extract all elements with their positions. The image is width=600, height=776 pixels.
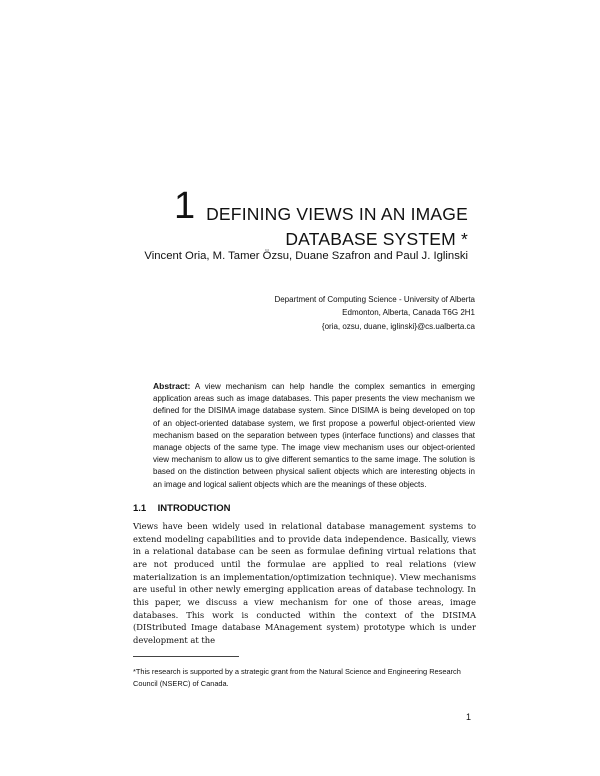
chapter-title xyxy=(206,202,468,252)
chapter-title-line2: DATABASE SYSTEM * xyxy=(285,229,468,249)
section-heading xyxy=(133,503,230,514)
abstract-label: Abstract: xyxy=(153,381,191,391)
affiliation xyxy=(274,293,475,333)
abstract-text: A view mechanism can help handle the complex semantics in emerging application areas such as image databases. This paper presents the view mechanism we defined for the DISIMA image database system. Since DISIMA is being developed on top of an object-oriented database system, we first propose a powerful object-oriented view mechanism based on the separation between types (interface functions) and classes that manage objects of the same type. The image view mechanism uses our object-oriented view mechanism to allow us to give different semantics to the same image. The solution is based on the distinction between physical salient objects which are interesting objects in an image and logical salient objects which are the meanings of these objects. xyxy=(153,382,476,489)
author-list: Vincent Oria, M. Tamer Özsu, Duane Szafron and Paul J. Iglinski xyxy=(144,250,468,262)
section-number: 1.1 xyxy=(133,503,147,514)
footnote: *This research is supported by a strategic grant from the Natural Science and Engineering Research Council (NSERC) of Canada. xyxy=(133,667,461,688)
abstract xyxy=(153,380,475,491)
page-number: 1 xyxy=(466,712,472,722)
affiliation-address: Edmonton, Alberta, Canada T6G 2H1 xyxy=(342,308,475,318)
introduction-paragraph: Views have been widely used in relational database management systems to extend modeling capabilities and to provide data independence. Basically, views in a relational database can be seen as formulae defining virtual relations that are not produced until the formulae are applied to real relations (view materialization is an implementation/optimization technique). View mechanisms are useful in other newly emerging application areas of database technology. In this paper, we discuss a view mechanism for one of those areas, image databases. This work is conducted within the context of the DISIMA (DIStributed Image database MAnagement system) prototype which is under development at the xyxy=(133,521,476,645)
chapter-number: 1 xyxy=(174,185,196,227)
chapter-title-line1: DEFINING VIEWS IN AN IMAGE xyxy=(206,204,468,224)
affiliation-department: Department of Computing Science - University of Alberta xyxy=(274,295,475,304)
footnote-divider xyxy=(133,656,239,657)
section-title: INTRODUCTION xyxy=(157,503,231,514)
affiliation-emails: {oria, ozsu, duane, iglinski}@cs.ualberta.ca xyxy=(321,321,475,331)
